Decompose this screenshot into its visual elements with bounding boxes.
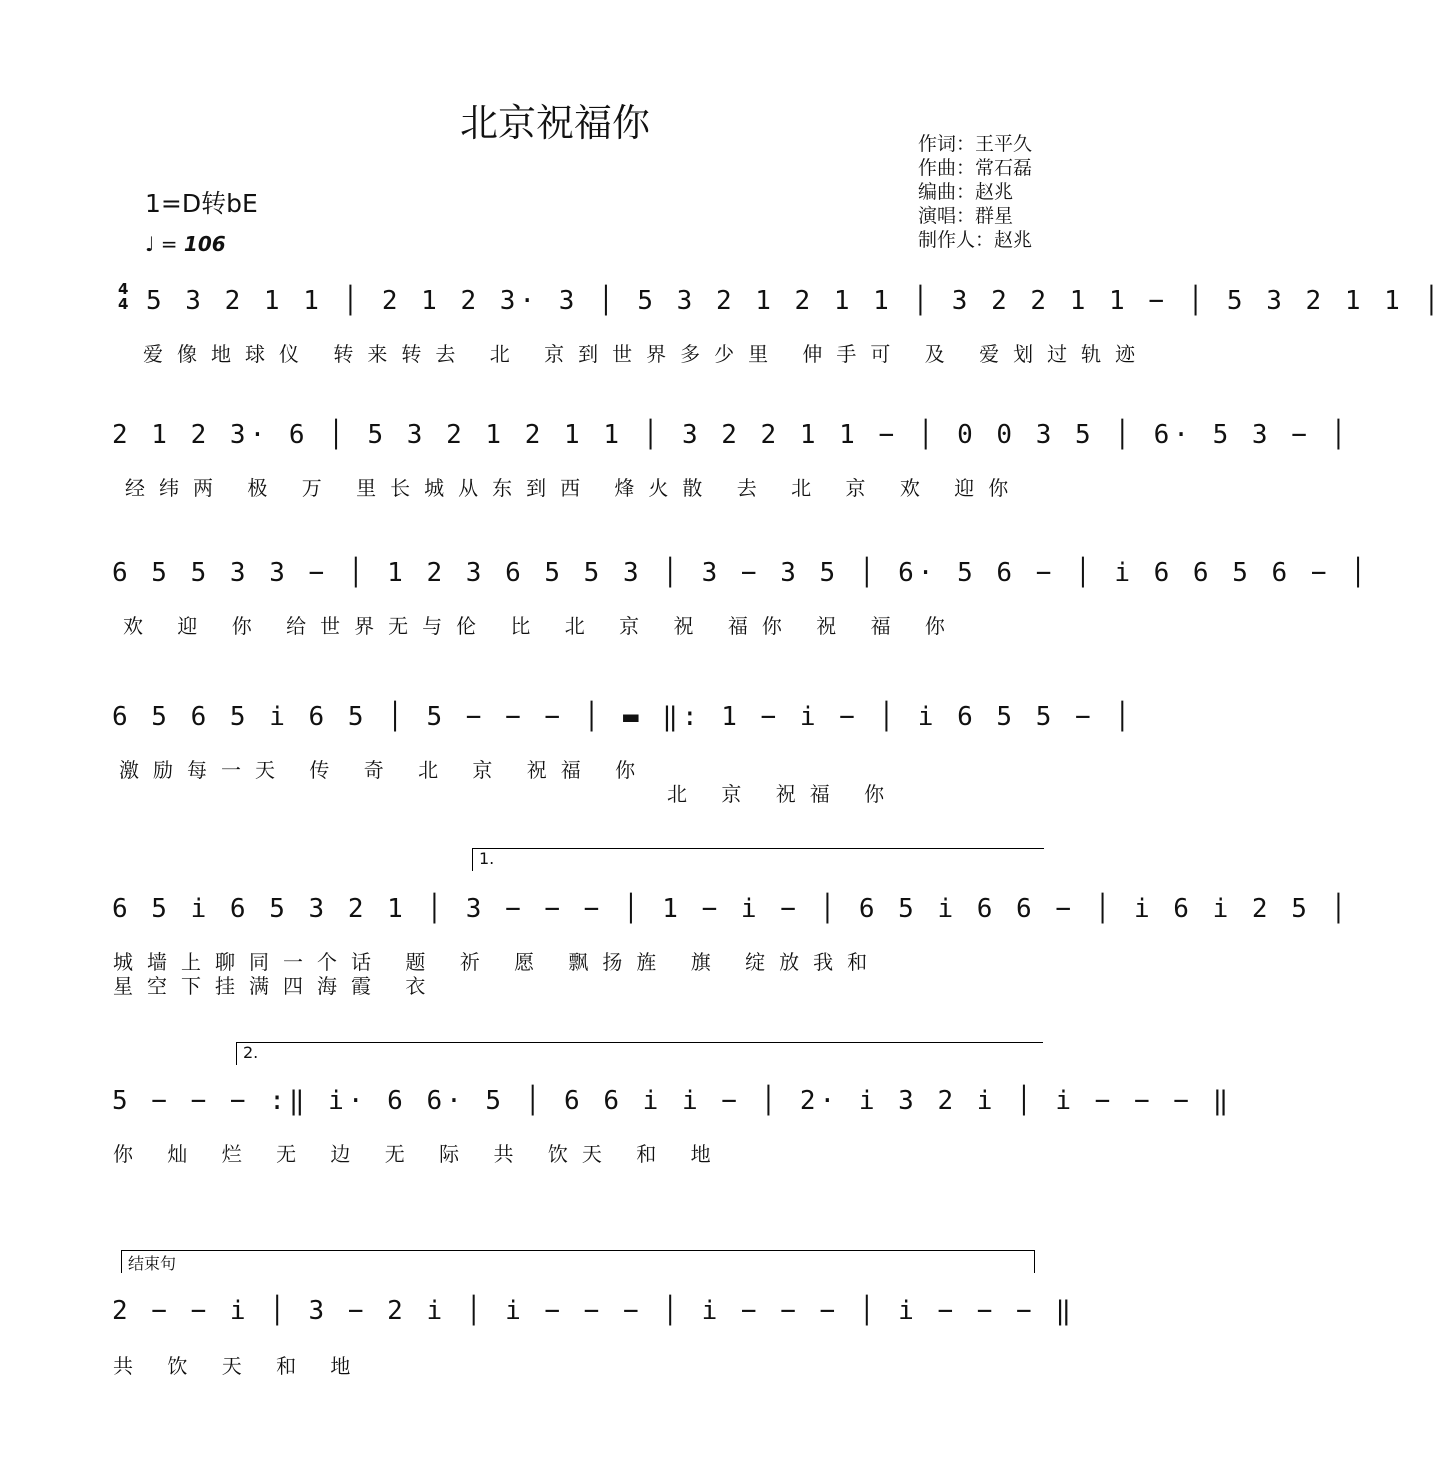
notation-line: 5 3 2 1 1 │ 2 1 2 3· 3 │ 5 3 2 1 2 1 1 │ 3 2 2 1 1 − │ 5 3 2 1 1 │ [146, 286, 1443, 316]
lyric-line: 共 饮 天 和 地 [113, 1354, 365, 1378]
lyric-line: 激励每一天 传 奇 北 京 祝福 你 [119, 758, 650, 782]
lyric-line: 你 灿 烂 无 边 无 际 共 饮天 和 地 [113, 1142, 725, 1166]
credit-composer: 作曲：常石磊 [918, 157, 1033, 179]
lyric-line-2: 星空下挂满四海霞 衣 [113, 974, 440, 998]
lyric-line: 城墙上聊同一个话 题 祈 愿 飘扬旌 旗 绽放我和 [113, 950, 882, 974]
tempo-bpm: 106 [183, 232, 226, 256]
lyric-line: 爱像地球仪 转来转去 北 京到世界多少里 伸手可 及 爱划过轨迹 [143, 342, 1150, 366]
coda-bracket: 结束句 [121, 1250, 1035, 1273]
lyric-line: 经纬两 极 万 里长城从东到西 烽火散 去 北 京 欢 迎你 [125, 476, 1023, 500]
notation-line: 6 5 5 3 3 − │ 1 2 3 6 5 5 3 │ 3 − 3 5 │ 6· 5 6 − │ i 6 6 5 6 − │ [112, 558, 1370, 588]
tempo-marking [145, 232, 226, 256]
score-system-3 [0, 558, 1370, 688]
volta-bracket-1: 1. [472, 848, 1044, 871]
score-system-5 [0, 848, 1351, 998]
score-system-4 [0, 702, 1157, 832]
volta-bracket-2: 2. [236, 1042, 1043, 1065]
lyric-line-2: 北 京 祝福 你 [667, 782, 899, 806]
credit-producer: 制作人：赵兆 [918, 229, 1033, 251]
notation-line: 2 − − i │ 3 − 2 i │ i − − − │ i − − − │ i − − − ‖ [112, 1296, 1076, 1326]
credit-lyricist: 作词：王平久 [918, 133, 1033, 155]
notation-line: 2 1 2 3· 6 │ 5 3 2 1 2 1 1 │ 3 2 2 1 1 − │ 0 0 3 5 │ 6· 5 3 − │ [112, 420, 1351, 450]
credits-block [918, 132, 1032, 252]
notation-line: 5 − − − :‖ i· 6 6· 5 │ 6 6 i i − │ 2· i 3 2 i │ i − − − ‖ [112, 1086, 1233, 1116]
score-system-6 [0, 1042, 1233, 1172]
quarter-note-icon: ♩ [145, 232, 155, 256]
lyric-line: 欢 迎 你 给世界无与伦 比 北 京 祝 福你 祝 福 你 [123, 614, 959, 638]
tempo-equals: = [160, 232, 178, 256]
notation-line: 6 5 i 6 5 3 2 1 │ 3 − − − │ 1 − i − │ 6 5 i 6 6 − │ i 6 i 2 5 │ [112, 894, 1351, 924]
score-system-2 [0, 420, 1351, 550]
credit-singer: 演唱：群星 [918, 205, 1014, 227]
song-title: 北京祝福你 [459, 101, 650, 145]
credit-arranger: 编曲：赵兆 [918, 181, 1014, 203]
key-signature: 1=D转bE [145, 189, 258, 218]
time-signature: 4 4 [118, 280, 129, 313]
notation-line: 6 5 6 5 i 6 5 │ 5 − − − │ ▬ ‖: 1 − i − │ i 6 5 5 − │ [112, 702, 1134, 732]
score-system-7 [0, 1250, 1157, 1380]
score-system-1 [0, 280, 1443, 416]
